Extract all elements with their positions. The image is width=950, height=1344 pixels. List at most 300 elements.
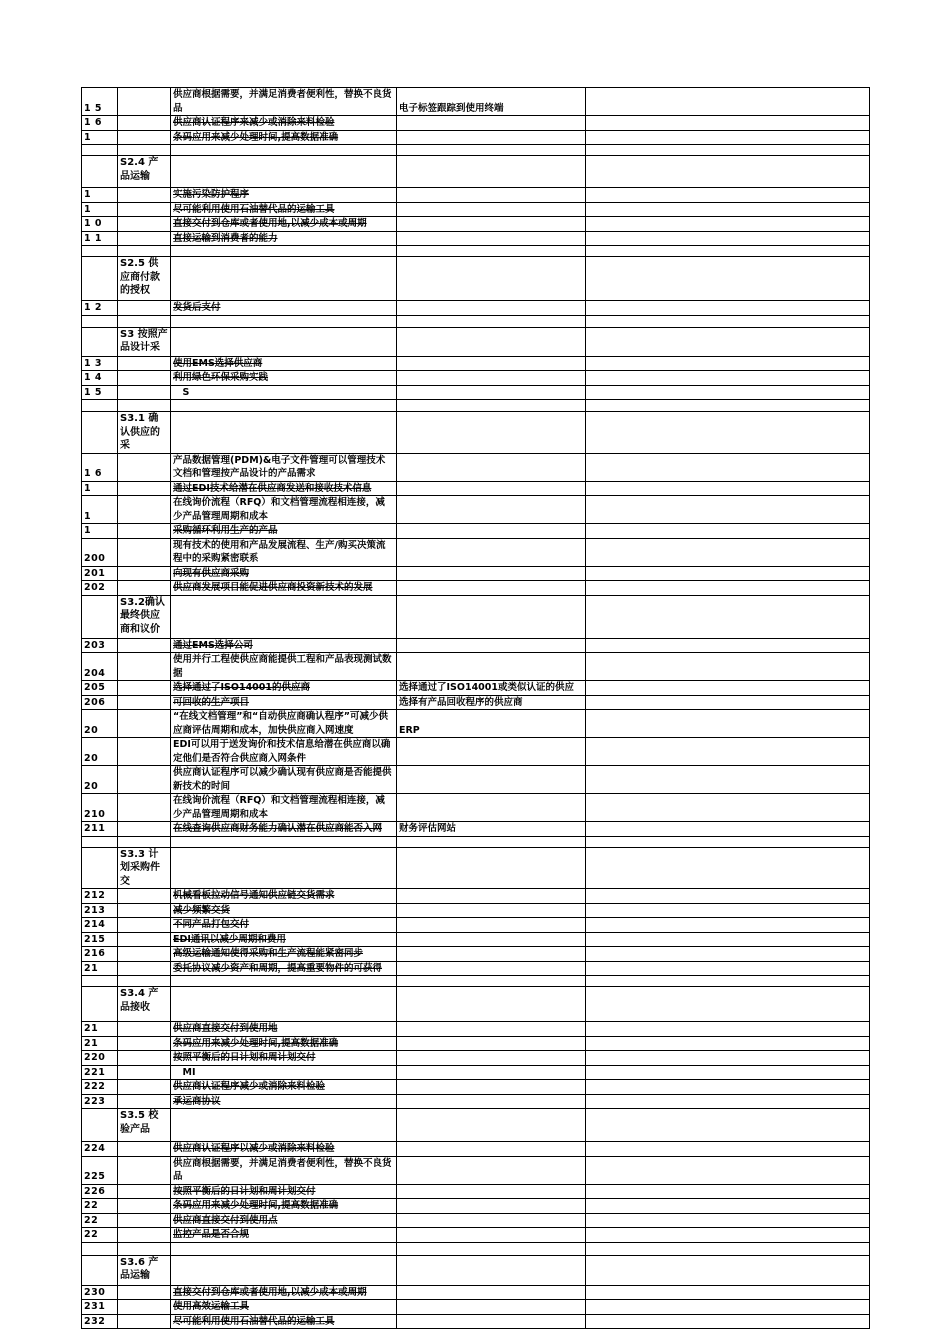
practice-cell[interactable]: 使用EMS选择供应商 bbox=[171, 356, 397, 371]
practice-cell[interactable]: S bbox=[171, 385, 397, 400]
section-cell[interactable] bbox=[118, 581, 171, 596]
row-number-cell[interactable]: 213 bbox=[82, 903, 118, 918]
row-number-cell[interactable]: 1 3 bbox=[82, 356, 118, 371]
note-cell[interactable] bbox=[397, 1051, 586, 1066]
practice-cell[interactable] bbox=[171, 412, 397, 454]
section-cell[interactable] bbox=[118, 1156, 171, 1184]
practice-cell[interactable] bbox=[171, 836, 397, 847]
practice-cell[interactable] bbox=[171, 1109, 397, 1142]
note-cell[interactable] bbox=[397, 1080, 586, 1095]
note-cell[interactable] bbox=[397, 385, 586, 400]
row-number-cell[interactable]: 22 bbox=[82, 1213, 118, 1228]
note-cell[interactable] bbox=[397, 1314, 586, 1329]
section-cell[interactable] bbox=[118, 481, 171, 496]
section-cell[interactable] bbox=[118, 88, 171, 116]
practice-cell[interactable]: 供应商直接交付到使用点 bbox=[171, 1213, 397, 1228]
empty-cell[interactable] bbox=[586, 1184, 870, 1199]
practice-cell[interactable]: 尽可能利用使用石油替代品的运输工具 bbox=[171, 1314, 397, 1329]
row-number-cell[interactable] bbox=[82, 145, 118, 156]
row-number-cell[interactable] bbox=[82, 156, 118, 188]
empty-cell[interactable] bbox=[586, 1300, 870, 1315]
practice-cell[interactable] bbox=[171, 156, 397, 188]
note-cell[interactable] bbox=[397, 1300, 586, 1315]
section-cell[interactable] bbox=[118, 794, 171, 822]
note-cell[interactable] bbox=[397, 496, 586, 524]
row-number-cell[interactable] bbox=[82, 836, 118, 847]
empty-cell[interactable] bbox=[586, 301, 870, 316]
section-cell[interactable] bbox=[118, 738, 171, 766]
note-cell[interactable] bbox=[397, 932, 586, 947]
note-cell[interactable] bbox=[397, 1142, 586, 1157]
row-number-cell[interactable] bbox=[82, 1109, 118, 1142]
row-number-cell[interactable] bbox=[82, 847, 118, 889]
row-number-cell[interactable] bbox=[82, 987, 118, 1022]
empty-cell[interactable] bbox=[586, 1142, 870, 1157]
row-number-cell[interactable]: 1 5 bbox=[82, 385, 118, 400]
practice-cell[interactable]: 高级运输通知使得采购和生产流程能紧密同步 bbox=[171, 947, 397, 962]
row-number-cell[interactable]: 231 bbox=[82, 1300, 118, 1315]
note-cell[interactable] bbox=[397, 371, 586, 386]
empty-cell[interactable] bbox=[586, 130, 870, 145]
empty-cell[interactable] bbox=[586, 566, 870, 581]
section-cell[interactable]: S3 按照产品设计采 bbox=[118, 327, 171, 356]
practice-cell[interactable] bbox=[171, 595, 397, 638]
row-number-cell[interactable]: 1 bbox=[82, 188, 118, 203]
practice-cell[interactable]: 按照平衡后的日计划和周计划交付 bbox=[171, 1051, 397, 1066]
practice-cell[interactable]: 直接交付到仓库或者使用地,以减少成本或周期 bbox=[171, 217, 397, 232]
note-cell[interactable] bbox=[397, 889, 586, 904]
note-cell[interactable] bbox=[397, 356, 586, 371]
row-number-cell[interactable] bbox=[82, 976, 118, 987]
note-cell[interactable] bbox=[397, 794, 586, 822]
note-cell[interactable] bbox=[397, 1036, 586, 1051]
row-number-cell[interactable]: 21 bbox=[82, 1022, 118, 1037]
empty-cell[interactable] bbox=[586, 202, 870, 217]
section-cell[interactable] bbox=[118, 188, 171, 203]
section-cell[interactable] bbox=[118, 822, 171, 837]
practice-cell[interactable]: 使用高效运输工具 bbox=[171, 1300, 397, 1315]
practice-cell[interactable]: 按照平衡后的日计划和周计划交付 bbox=[171, 1184, 397, 1199]
practice-cell[interactable]: 通过EMS选择公司 bbox=[171, 638, 397, 653]
section-cell[interactable] bbox=[118, 976, 171, 987]
section-cell[interactable] bbox=[118, 202, 171, 217]
practice-cell[interactable]: 现有技术的使用和产品发展流程、生产/购买决策流程中的采购紧密联系 bbox=[171, 538, 397, 566]
note-cell[interactable] bbox=[397, 961, 586, 976]
section-cell[interactable]: S3.6 产品运输 bbox=[118, 1255, 171, 1285]
practice-cell[interactable]: 条码应用来减少处理时间,提高数据准确 bbox=[171, 1036, 397, 1051]
section-cell[interactable] bbox=[118, 538, 171, 566]
note-cell[interactable] bbox=[397, 188, 586, 203]
note-cell[interactable] bbox=[397, 847, 586, 889]
empty-cell[interactable] bbox=[586, 231, 870, 246]
note-cell[interactable] bbox=[397, 1094, 586, 1109]
row-number-cell[interactable]: 1 bbox=[82, 481, 118, 496]
section-cell[interactable] bbox=[118, 1184, 171, 1199]
row-number-cell[interactable]: 223 bbox=[82, 1094, 118, 1109]
practice-cell[interactable]: 供应商认证程序减少或消除来料检验 bbox=[171, 1080, 397, 1095]
practice-cell[interactable]: 供应商发展项目能促进供应商投资新技术的发展 bbox=[171, 581, 397, 596]
note-cell[interactable] bbox=[397, 412, 586, 454]
empty-cell[interactable] bbox=[586, 496, 870, 524]
practice-cell[interactable]: 向现有供应商采购 bbox=[171, 566, 397, 581]
empty-cell[interactable] bbox=[586, 356, 870, 371]
practice-cell[interactable]: 在线查询供应商财务能力确认潜在供应商能否入网 bbox=[171, 822, 397, 837]
row-number-cell[interactable]: 226 bbox=[82, 1184, 118, 1199]
practice-cell[interactable]: MI bbox=[171, 1065, 397, 1080]
section-cell[interactable] bbox=[118, 932, 171, 947]
practice-cell[interactable]: 承运商协议 bbox=[171, 1094, 397, 1109]
section-cell[interactable] bbox=[118, 130, 171, 145]
practice-cell[interactable] bbox=[171, 987, 397, 1022]
section-cell[interactable] bbox=[118, 918, 171, 933]
practice-cell[interactable] bbox=[171, 145, 397, 156]
note-cell[interactable] bbox=[397, 202, 586, 217]
section-cell[interactable] bbox=[118, 1199, 171, 1214]
note-cell[interactable] bbox=[397, 246, 586, 257]
row-number-cell[interactable]: 203 bbox=[82, 638, 118, 653]
note-cell[interactable] bbox=[397, 1285, 586, 1300]
row-number-cell[interactable]: 20 bbox=[82, 710, 118, 738]
empty-cell[interactable] bbox=[586, 453, 870, 481]
row-number-cell[interactable] bbox=[82, 327, 118, 356]
empty-cell[interactable] bbox=[586, 903, 870, 918]
practice-cell[interactable]: 发货后支付 bbox=[171, 301, 397, 316]
empty-cell[interactable] bbox=[586, 1213, 870, 1228]
note-cell[interactable] bbox=[397, 257, 586, 301]
section-cell[interactable] bbox=[118, 638, 171, 653]
row-number-cell[interactable]: 20 bbox=[82, 738, 118, 766]
practice-cell[interactable]: 产品数据管理(PDM)&电子文件管理可以管理技术文档和管理按产品设计的产品需求 bbox=[171, 453, 397, 481]
empty-cell[interactable] bbox=[586, 385, 870, 400]
empty-cell[interactable] bbox=[586, 794, 870, 822]
empty-cell[interactable] bbox=[586, 889, 870, 904]
practice-cell[interactable]: 条码应用来减少处理时间,提高数据准确 bbox=[171, 130, 397, 145]
section-cell[interactable] bbox=[118, 1142, 171, 1157]
section-cell[interactable] bbox=[118, 653, 171, 681]
row-number-cell[interactable]: 22 bbox=[82, 1199, 118, 1214]
practice-cell[interactable]: 选择通过了ISO14001的供应商 bbox=[171, 681, 397, 696]
practice-cell[interactable]: 可回收的生产项目 bbox=[171, 695, 397, 710]
note-cell[interactable] bbox=[397, 524, 586, 539]
row-number-cell[interactable]: 214 bbox=[82, 918, 118, 933]
empty-cell[interactable] bbox=[586, 1285, 870, 1300]
practice-cell[interactable]: EDI通讯以减少周期和费用 bbox=[171, 932, 397, 947]
note-cell[interactable]: 选择通过了ISO14001或类似认证的供应 bbox=[397, 681, 586, 696]
empty-cell[interactable] bbox=[586, 145, 870, 156]
section-cell[interactable] bbox=[118, 947, 171, 962]
note-cell[interactable] bbox=[397, 836, 586, 847]
section-cell[interactable] bbox=[118, 961, 171, 976]
empty-cell[interactable] bbox=[586, 1022, 870, 1037]
row-number-cell[interactable] bbox=[82, 246, 118, 257]
row-number-cell[interactable]: 205 bbox=[82, 681, 118, 696]
note-cell[interactable] bbox=[397, 1242, 586, 1255]
row-number-cell[interactable]: 1 6 bbox=[82, 453, 118, 481]
practice-cell[interactable]: 直接交付到仓库或者使用地,以减少成本或周期 bbox=[171, 1285, 397, 1300]
section-cell[interactable]: S2.4 产品运输 bbox=[118, 156, 171, 188]
section-cell[interactable] bbox=[118, 1080, 171, 1095]
row-number-cell[interactable] bbox=[82, 412, 118, 454]
section-cell[interactable] bbox=[118, 1228, 171, 1243]
practice-cell[interactable]: 条码应用来减少处理时间,提高数据准确 bbox=[171, 1199, 397, 1214]
practice-cell[interactable] bbox=[171, 315, 397, 327]
section-cell[interactable] bbox=[118, 889, 171, 904]
section-cell[interactable] bbox=[118, 315, 171, 327]
row-number-cell[interactable]: 1 0 bbox=[82, 217, 118, 232]
note-cell[interactable] bbox=[397, 315, 586, 327]
row-number-cell[interactable]: 212 bbox=[82, 889, 118, 904]
row-number-cell[interactable]: 202 bbox=[82, 581, 118, 596]
note-cell[interactable]: 电子标签跟踪到使用终端 bbox=[397, 88, 586, 116]
row-number-cell[interactable]: 1 4 bbox=[82, 371, 118, 386]
empty-cell[interactable] bbox=[586, 156, 870, 188]
row-number-cell[interactable] bbox=[82, 595, 118, 638]
practice-cell[interactable]: 在线询价流程（RFQ）和文档管理流程相连接，减少产品管理周期和成本 bbox=[171, 496, 397, 524]
note-cell[interactable] bbox=[397, 231, 586, 246]
section-cell[interactable] bbox=[118, 400, 171, 412]
section-cell[interactable]: S3.5 校验产品 bbox=[118, 1109, 171, 1142]
practice-cell[interactable]: 不同产品打包交付 bbox=[171, 918, 397, 933]
empty-cell[interactable] bbox=[586, 638, 870, 653]
section-cell[interactable] bbox=[118, 356, 171, 371]
row-number-cell[interactable]: 22 bbox=[82, 1228, 118, 1243]
practice-cell[interactable]: 在线询价流程（RFQ）和文档管理流程相连接，减少产品管理周期和成本 bbox=[171, 794, 397, 822]
practice-cell[interactable]: 监控产品是否合规 bbox=[171, 1228, 397, 1243]
section-cell[interactable]: S3.3 计划采购件交 bbox=[118, 847, 171, 889]
note-cell[interactable] bbox=[397, 947, 586, 962]
note-cell[interactable] bbox=[397, 156, 586, 188]
note-cell[interactable] bbox=[397, 1199, 586, 1214]
empty-cell[interactable] bbox=[586, 88, 870, 116]
practice-cell[interactable]: 委托协议减少资产和周期，提高重要物件的可获得 bbox=[171, 961, 397, 976]
section-cell[interactable]: S3.4 产品接收 bbox=[118, 987, 171, 1022]
section-cell[interactable] bbox=[118, 496, 171, 524]
practice-cell[interactable]: 供应商直接交付到使用地 bbox=[171, 1022, 397, 1037]
practice-cell[interactable] bbox=[171, 257, 397, 301]
row-number-cell[interactable]: 211 bbox=[82, 822, 118, 837]
note-cell[interactable] bbox=[397, 918, 586, 933]
empty-cell[interactable] bbox=[586, 1314, 870, 1329]
row-number-cell[interactable]: 1 1 bbox=[82, 231, 118, 246]
practice-cell[interactable]: EDI可以用于送发询价和技术信息给潜在供应商以确定他们是否符合供应商入网条件 bbox=[171, 738, 397, 766]
section-cell[interactable] bbox=[118, 836, 171, 847]
practice-cell[interactable]: 通过EDI技术给潜在供应商发送和接收技术信息 bbox=[171, 481, 397, 496]
empty-cell[interactable] bbox=[586, 257, 870, 301]
note-cell[interactable] bbox=[397, 453, 586, 481]
note-cell[interactable] bbox=[397, 217, 586, 232]
note-cell[interactable] bbox=[397, 145, 586, 156]
empty-cell[interactable] bbox=[586, 1156, 870, 1184]
section-cell[interactable] bbox=[118, 1036, 171, 1051]
row-number-cell[interactable]: 204 bbox=[82, 653, 118, 681]
section-cell[interactable] bbox=[118, 695, 171, 710]
note-cell[interactable] bbox=[397, 987, 586, 1022]
practice-cell[interactable]: 实施污染防护程序 bbox=[171, 188, 397, 203]
practice-cell[interactable] bbox=[171, 1242, 397, 1255]
practice-cell[interactable]: 供应商认证程序以减少或消除来料检验 bbox=[171, 1142, 397, 1157]
row-number-cell[interactable]: 210 bbox=[82, 794, 118, 822]
section-cell[interactable] bbox=[118, 1094, 171, 1109]
practice-cell[interactable]: 直接运输到消费者的能力 bbox=[171, 231, 397, 246]
note-cell[interactable] bbox=[397, 638, 586, 653]
row-number-cell[interactable]: 1 6 bbox=[82, 116, 118, 131]
practice-cell[interactable]: 采购循环利用生产的产品 bbox=[171, 524, 397, 539]
note-cell[interactable] bbox=[397, 1184, 586, 1199]
practice-cell[interactable] bbox=[171, 1255, 397, 1285]
row-number-cell[interactable]: 1 5 bbox=[82, 88, 118, 116]
empty-cell[interactable] bbox=[586, 961, 870, 976]
empty-cell[interactable] bbox=[586, 987, 870, 1022]
note-cell[interactable] bbox=[397, 653, 586, 681]
section-cell[interactable] bbox=[118, 301, 171, 316]
row-number-cell[interactable]: 1 bbox=[82, 202, 118, 217]
section-cell[interactable] bbox=[118, 681, 171, 696]
practice-cell[interactable]: 供应商根据需要，并满足消费者便利性，替换不良货品 bbox=[171, 88, 397, 116]
section-cell[interactable]: S2.5 供应商付款的授权 bbox=[118, 257, 171, 301]
section-cell[interactable] bbox=[118, 1242, 171, 1255]
note-cell[interactable] bbox=[397, 130, 586, 145]
empty-cell[interactable] bbox=[586, 947, 870, 962]
practice-cell[interactable] bbox=[171, 400, 397, 412]
row-number-cell[interactable] bbox=[82, 1255, 118, 1285]
row-number-cell[interactable]: 1 bbox=[82, 496, 118, 524]
section-cell[interactable] bbox=[118, 903, 171, 918]
practice-cell[interactable]: 机械看板拉动信号通知供应链交货需求 bbox=[171, 889, 397, 904]
empty-cell[interactable] bbox=[586, 371, 870, 386]
note-cell[interactable] bbox=[397, 116, 586, 131]
section-cell[interactable] bbox=[118, 1022, 171, 1037]
empty-cell[interactable] bbox=[586, 188, 870, 203]
note-cell[interactable] bbox=[397, 538, 586, 566]
empty-cell[interactable] bbox=[586, 1242, 870, 1255]
empty-cell[interactable] bbox=[586, 847, 870, 889]
practice-cell[interactable] bbox=[171, 327, 397, 356]
row-number-cell[interactable]: 20 bbox=[82, 766, 118, 794]
empty-cell[interactable] bbox=[586, 1065, 870, 1080]
section-cell[interactable] bbox=[118, 217, 171, 232]
empty-cell[interactable] bbox=[586, 327, 870, 356]
empty-cell[interactable] bbox=[586, 538, 870, 566]
empty-cell[interactable] bbox=[586, 836, 870, 847]
empty-cell[interactable] bbox=[586, 1109, 870, 1142]
row-number-cell[interactable]: 216 bbox=[82, 947, 118, 962]
row-number-cell[interactable]: 222 bbox=[82, 1080, 118, 1095]
section-cell[interactable] bbox=[118, 524, 171, 539]
practice-cell[interactable]: 使用并行工程使供应商能提供工程和产品表现测试数据 bbox=[171, 653, 397, 681]
note-cell[interactable] bbox=[397, 1213, 586, 1228]
empty-cell[interactable] bbox=[586, 1051, 870, 1066]
note-cell[interactable] bbox=[397, 766, 586, 794]
row-number-cell[interactable] bbox=[82, 1242, 118, 1255]
section-cell[interactable] bbox=[118, 566, 171, 581]
empty-cell[interactable] bbox=[586, 1036, 870, 1051]
empty-cell[interactable] bbox=[586, 681, 870, 696]
section-cell[interactable] bbox=[118, 371, 171, 386]
practice-cell[interactable] bbox=[171, 246, 397, 257]
section-cell[interactable] bbox=[118, 1300, 171, 1315]
row-number-cell[interactable]: 1 2 bbox=[82, 301, 118, 316]
row-number-cell[interactable] bbox=[82, 257, 118, 301]
empty-cell[interactable] bbox=[586, 695, 870, 710]
empty-cell[interactable] bbox=[586, 766, 870, 794]
row-number-cell[interactable]: 215 bbox=[82, 932, 118, 947]
note-cell[interactable]: 财务评估网站 bbox=[397, 822, 586, 837]
empty-cell[interactable] bbox=[586, 116, 870, 131]
empty-cell[interactable] bbox=[586, 400, 870, 412]
row-number-cell[interactable]: 206 bbox=[82, 695, 118, 710]
section-cell[interactable] bbox=[118, 453, 171, 481]
section-cell[interactable] bbox=[118, 246, 171, 257]
empty-cell[interactable] bbox=[586, 246, 870, 257]
note-cell[interactable] bbox=[397, 1022, 586, 1037]
empty-cell[interactable] bbox=[586, 481, 870, 496]
row-number-cell[interactable]: 230 bbox=[82, 1285, 118, 1300]
practice-cell[interactable]: 尽可能利用使用石油替代品的运输工具 bbox=[171, 202, 397, 217]
practice-cell[interactable]: 减少频繁交货 bbox=[171, 903, 397, 918]
note-cell[interactable]: 选择有产品回收程序的供应商 bbox=[397, 695, 586, 710]
note-cell[interactable] bbox=[397, 1065, 586, 1080]
row-number-cell[interactable]: 220 bbox=[82, 1051, 118, 1066]
empty-cell[interactable] bbox=[586, 1228, 870, 1243]
row-number-cell[interactable]: 21 bbox=[82, 961, 118, 976]
empty-cell[interactable] bbox=[586, 524, 870, 539]
empty-cell[interactable] bbox=[586, 1080, 870, 1095]
section-cell[interactable] bbox=[118, 231, 171, 246]
section-cell[interactable] bbox=[118, 1065, 171, 1080]
row-number-cell[interactable]: 1 bbox=[82, 130, 118, 145]
practice-cell[interactable]: 供应商认证程序来减少或消除来料检验 bbox=[171, 116, 397, 131]
empty-cell[interactable] bbox=[586, 822, 870, 837]
row-number-cell[interactable]: 221 bbox=[82, 1065, 118, 1080]
empty-cell[interactable] bbox=[586, 595, 870, 638]
empty-cell[interactable] bbox=[586, 918, 870, 933]
empty-cell[interactable] bbox=[586, 738, 870, 766]
practice-cell[interactable]: 供应商认证程序可以减少确认现有供应商是否能提供新技术的时间 bbox=[171, 766, 397, 794]
note-cell[interactable] bbox=[397, 1109, 586, 1142]
section-cell[interactable] bbox=[118, 1285, 171, 1300]
section-cell[interactable] bbox=[118, 385, 171, 400]
section-cell[interactable] bbox=[118, 1213, 171, 1228]
row-number-cell[interactable]: 224 bbox=[82, 1142, 118, 1157]
note-cell[interactable] bbox=[397, 1228, 586, 1243]
row-number-cell[interactable] bbox=[82, 400, 118, 412]
note-cell[interactable] bbox=[397, 595, 586, 638]
row-number-cell[interactable]: 200 bbox=[82, 538, 118, 566]
section-cell[interactable] bbox=[118, 1314, 171, 1329]
practice-cell[interactable]: “在线文档管理”和“自动供应商确认程序”可减少供应商评估周期和成本，加快供应商入网速度 bbox=[171, 710, 397, 738]
empty-cell[interactable] bbox=[586, 1094, 870, 1109]
note-cell[interactable] bbox=[397, 1255, 586, 1285]
practice-cell[interactable] bbox=[171, 976, 397, 987]
note-cell[interactable] bbox=[397, 738, 586, 766]
empty-cell[interactable] bbox=[586, 217, 870, 232]
row-number-cell[interactable]: 225 bbox=[82, 1156, 118, 1184]
practice-cell[interactable]: 利用绿色环保采购实践 bbox=[171, 371, 397, 386]
row-number-cell[interactable]: 21 bbox=[82, 1036, 118, 1051]
note-cell[interactable] bbox=[397, 327, 586, 356]
row-number-cell[interactable]: 232 bbox=[82, 1314, 118, 1329]
empty-cell[interactable] bbox=[586, 1199, 870, 1214]
practice-cell[interactable]: 供应商根据需要，并满足消费者便利性，替换不良货品 bbox=[171, 1156, 397, 1184]
row-number-cell[interactable]: 1 bbox=[82, 524, 118, 539]
section-cell[interactable]: S3.1 确认供应的采 bbox=[118, 412, 171, 454]
empty-cell[interactable] bbox=[586, 1255, 870, 1285]
note-cell[interactable] bbox=[397, 301, 586, 316]
practice-cell[interactable] bbox=[171, 847, 397, 889]
note-cell[interactable]: ERP bbox=[397, 710, 586, 738]
row-number-cell[interactable]: 201 bbox=[82, 566, 118, 581]
note-cell[interactable] bbox=[397, 581, 586, 596]
